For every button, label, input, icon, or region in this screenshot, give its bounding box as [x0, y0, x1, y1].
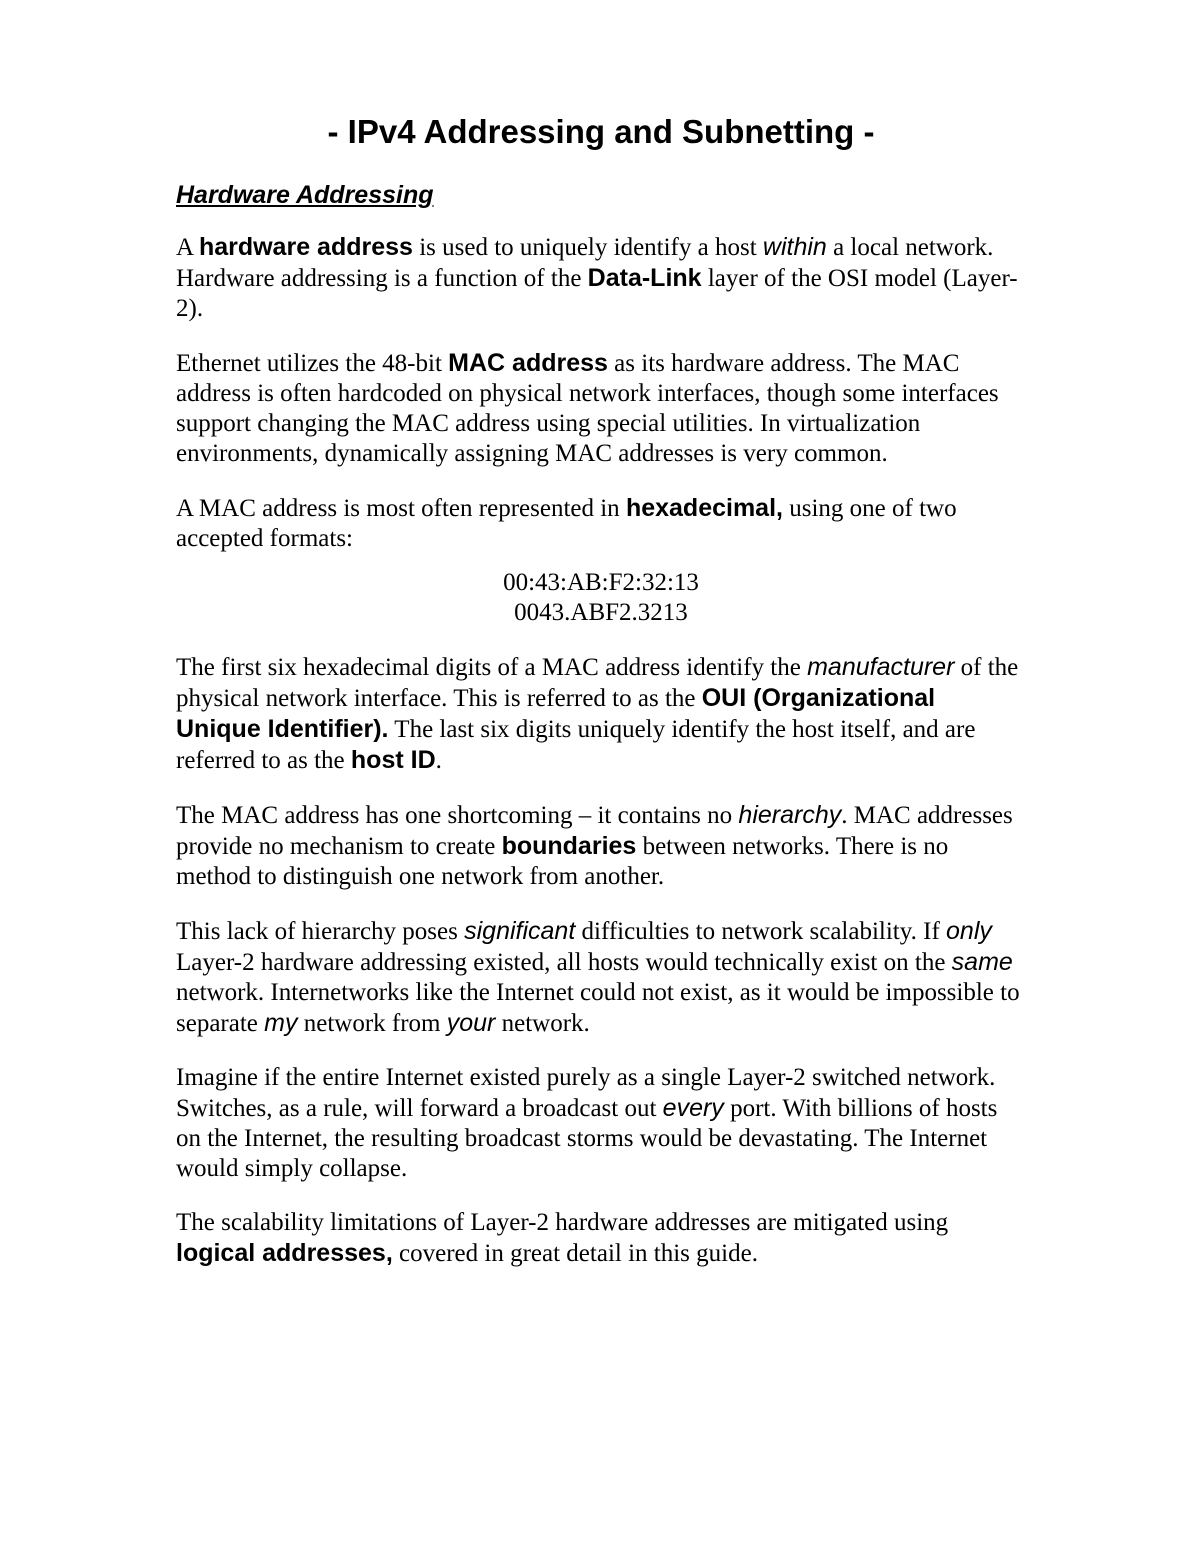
bold-term: logical addresses, [176, 1239, 393, 1267]
mac-format-colon: 00:43:AB:F2:32:13 [503, 569, 699, 596]
paragraph-oui [176, 652, 1026, 776]
text-run: This lack of hierarchy poses [176, 918, 465, 945]
mac-format-dot: 0043.ABF2.3213 [514, 599, 688, 626]
text-run: layer of the OSI model (Layer-2). [176, 265, 1018, 322]
bold-term: hexadecimal, [625, 494, 783, 522]
text-run: difficulties to network scalability. If [575, 918, 947, 945]
paragraph-hierarchy [176, 800, 1026, 892]
paragraph-hardware-address [176, 232, 1026, 324]
section-heading: Hardware Addressing [176, 181, 434, 209]
document-page [176, 110, 1026, 1293]
italic-term: same [951, 948, 1013, 976]
text-run: The MAC address has one shortcoming – it contains no [176, 802, 739, 829]
paragraph-hex-formats [176, 493, 1026, 554]
text-run: covered in great detail in this guide. [392, 1240, 758, 1267]
text-run: using one of two accepted formats: [176, 495, 957, 552]
bold-term: OUI (Organizational Unique Identifier). [176, 684, 936, 743]
mac-format-examples [176, 568, 1026, 628]
paragraph-logical-addresses [176, 1208, 1026, 1269]
italic-term: hierarchy [738, 801, 842, 829]
italic-term: your [446, 1009, 496, 1037]
text-run: . MAC addresses provide no mechanism to create [176, 802, 1013, 860]
text-run: A [176, 234, 199, 261]
italic-term: every [662, 1094, 724, 1122]
text-run: port. With billions of hosts on the Internet, the resulting broadcast storms would be devastating. The Internet would simply collapse. [176, 1095, 998, 1182]
text-run: . [435, 747, 442, 774]
text-run: as its hardware address. The MAC address is often hardcoded on physical network interfaces, though some interfaces support changing the MAC address using special utilities. In virtualization environments, dynamically assigning MAC addresses is very common. [176, 350, 999, 467]
bold-term: Data-Link [587, 264, 702, 292]
text-run: network. [495, 1010, 590, 1037]
text-run: Imagine if the entire Internet existed purely as a single Layer-2 switched network. Switches, as a rule, will forward a broadcast out [176, 1064, 996, 1122]
bold-term: host ID [350, 746, 436, 774]
paragraph-broadcast [176, 1063, 1026, 1184]
text-run: is used to uniquely identify a host [412, 234, 763, 261]
text-run: Layer-2 hardware addressing existed, all hosts would technically exist on the [176, 949, 952, 976]
text-run: between networks. There is no method to distinguish one network from another. [176, 833, 949, 890]
paragraph-scalability [176, 916, 1026, 1039]
page-title: - IPv4 Addressing and Subnetting - [327, 113, 875, 150]
italic-term: only [946, 917, 992, 945]
italic-term: my [264, 1009, 298, 1037]
bold-term: hardware address [198, 233, 413, 261]
text-run: The last six digits uniquely identify the host itself, and are referred to as the [176, 716, 976, 774]
bold-term: MAC address [448, 349, 608, 377]
text-run: The scalability limitations of Layer-2 hardware addresses are mitigated using [176, 1209, 949, 1236]
text-run: of the physical network interface. This is referred to as the [176, 654, 1019, 712]
text-run: network. Internetworks like the Internet could not exist, as it would be impossible to separate [176, 979, 1020, 1037]
text-run: A MAC address is most often represented in [176, 495, 626, 522]
text-run: The first six hexadecimal digits of a MAC address identify the [176, 654, 808, 681]
text-run: Ethernet utilizes the 48-bit [176, 350, 449, 377]
italic-term: manufacturer [807, 653, 955, 681]
paragraph-ethernet-mac [176, 348, 1026, 469]
italic-term: within [762, 233, 827, 261]
italic-term: significant [464, 917, 576, 945]
bold-term: boundaries [501, 832, 637, 860]
text-run: network from [297, 1010, 447, 1037]
text-run: a local network. Hardware addressing is a function of the [176, 234, 994, 292]
